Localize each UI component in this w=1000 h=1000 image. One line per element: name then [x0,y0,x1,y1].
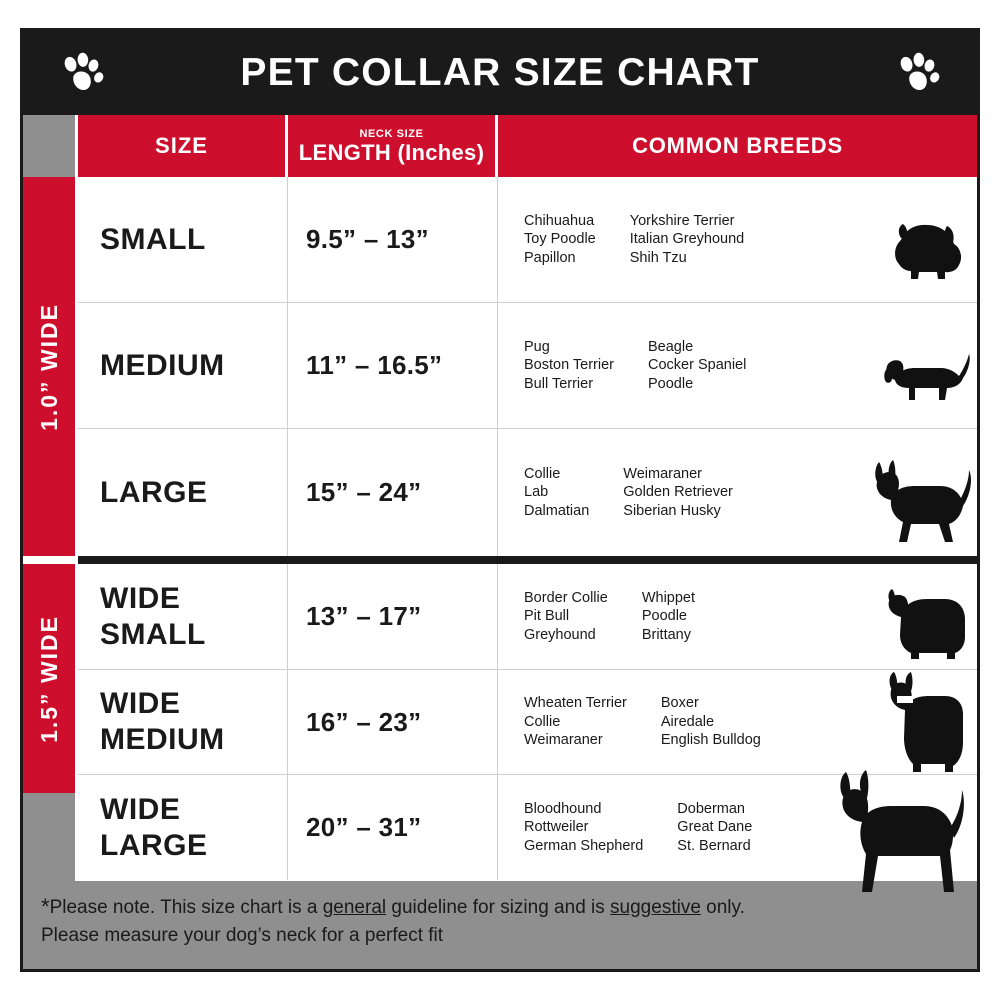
breed-name: Boston Terrier [524,357,614,374]
row-length: 9.5” – 13” [288,177,498,302]
breed-name: Doberman [677,800,745,817]
breed-name: Pug [524,338,550,355]
rows-column [75,177,977,881]
column-header-neck-size-label: NECK SIZE [359,127,424,140]
breed-name: Rottweiler [524,819,589,836]
breed-name: Collie [524,713,561,730]
group-band-gap [23,556,75,564]
footer-text-a: Please note. This size chart is a [49,897,323,918]
chart-header [23,31,977,115]
row-size-line1: WIDE [100,792,181,826]
breeds-column-2 [677,800,752,856]
breeds-column-2 [623,465,733,521]
group-band-1-0-wide-label: 1.0” WIDE [35,302,62,431]
group-band-1-0-wide [23,177,75,556]
table-row [78,670,977,775]
breed-name: Italian Greyhound [629,231,745,248]
footer-note [23,881,977,969]
column-header-length-label: LENGTH (Inches) [298,139,485,165]
breed-name: Toy Poodle [524,231,596,248]
row-size [78,670,288,774]
column-header-breeds [498,115,977,177]
row-length: 15” – 24” [288,429,498,556]
row-breeds [498,177,977,302]
breed-name: Collie [524,465,561,482]
breed-name: Border Collie [524,589,608,606]
breed-name: Poodle [648,375,694,392]
large-dog-silhouette-icon [869,456,977,548]
row-size: MEDIUM [78,303,288,428]
breed-name: Siberian Husky [623,502,721,519]
breed-name: Whippet [641,589,696,606]
row-length: 20” – 31” [288,775,498,880]
breeds-column-1 [524,465,589,521]
page-title: PET COLLAR SIZE CHART [240,51,760,94]
width-group-column [23,177,75,881]
breeds-column-1 [524,589,608,645]
size-chart [20,28,980,972]
table-row [78,775,977,880]
breeds-column-1 [524,338,614,394]
breed-name: Wheaten Terrier [524,695,627,712]
table-row [78,177,977,303]
footer-line-2: Please measure your dog’s neck for a perfect fit [41,925,444,946]
row-length: 11” – 16.5” [288,303,498,428]
breed-name: Bull Terrier [524,375,594,392]
breed-name: Papillon [524,249,576,266]
breeds-column-1 [524,212,596,268]
table-row [78,429,977,556]
breeds-column-2 [630,212,744,268]
row-breeds [498,429,977,556]
breed-name: English Bulldog [660,732,761,749]
column-header-row [23,115,977,177]
column-header-length [288,115,498,177]
breed-name: Bloodhound [524,800,602,817]
row-size-line2: SMALL [100,617,206,651]
footer-text-general: general [322,897,387,918]
breed-name: Pit Bull [524,608,570,625]
breeds-column-2 [642,589,695,645]
paw-icon [895,51,941,95]
breed-name: Greyhound [524,626,596,643]
breed-name: Airedale [660,713,715,730]
breed-name: Golden Retriever [623,484,733,501]
boxer-silhouette-icon [875,670,971,774]
row-breeds [498,303,977,428]
chart-body [23,177,977,881]
breeds-column-2 [648,338,746,394]
row-size [78,775,288,880]
group-band-1-5-wide-label: 1.5” WIDE [35,614,62,743]
breed-name: Lab [524,484,549,501]
breed-name: German Shepherd [524,837,644,854]
paw-icon [59,51,105,95]
small-dog-silhouette-icon [889,218,967,284]
row-breeds [498,564,977,669]
footnote-star: * [41,894,50,919]
breed-name: Great Dane [677,819,753,836]
row-breeds [498,670,977,774]
row-size [78,564,288,669]
row-size: LARGE [78,429,288,556]
breed-name: Shih Tzu [629,249,687,266]
row-size-line1: WIDE [100,687,181,720]
footer-text-suggestive: suggestive [610,897,701,918]
group-band-1-5-wide [23,564,75,793]
breed-name: Weimaraner [524,732,603,749]
row-size: SMALL [78,177,288,302]
breed-name: Cocker Spaniel [648,357,747,374]
column-header-breeds-label: COMMON BREEDS [632,133,843,158]
breeds-column-2 [661,694,761,750]
width-column-spacer [23,115,78,177]
breed-name: Chihuahua [524,212,595,229]
footer-text-c: only. [700,897,745,918]
breed-name: Boxer [660,695,699,712]
bulldog-silhouette-icon [883,587,969,663]
breeds-column-1 [524,694,627,750]
breed-name: Brittany [641,626,691,643]
row-length: 13” – 17” [288,564,498,669]
row-size-line2: MEDIUM [100,723,225,756]
footer-side-filler [23,793,75,881]
row-breeds [498,775,977,880]
beagle-silhouette-icon [881,344,973,406]
table-row [78,303,977,429]
breed-name: St. Bernard [677,837,751,854]
breeds-column-1 [524,800,643,856]
footer-text-b: guideline for sizing and is [386,897,611,918]
table-row [78,564,977,670]
breed-name: Weimaraner [623,465,702,482]
group-divider [78,556,977,564]
column-header-size-label: SIZE [155,133,208,158]
column-header-size [78,115,288,177]
breed-name: Beagle [648,338,694,355]
breed-name: Dalmatian [524,502,590,519]
footer-line-1 [41,893,957,922]
row-size-line2: LARGE [100,828,208,862]
breed-name: Yorkshire Terrier [629,212,735,229]
row-length: 16” – 23” [288,670,498,774]
row-size-line1: WIDE [100,581,181,615]
breed-name: Poodle [641,608,687,625]
